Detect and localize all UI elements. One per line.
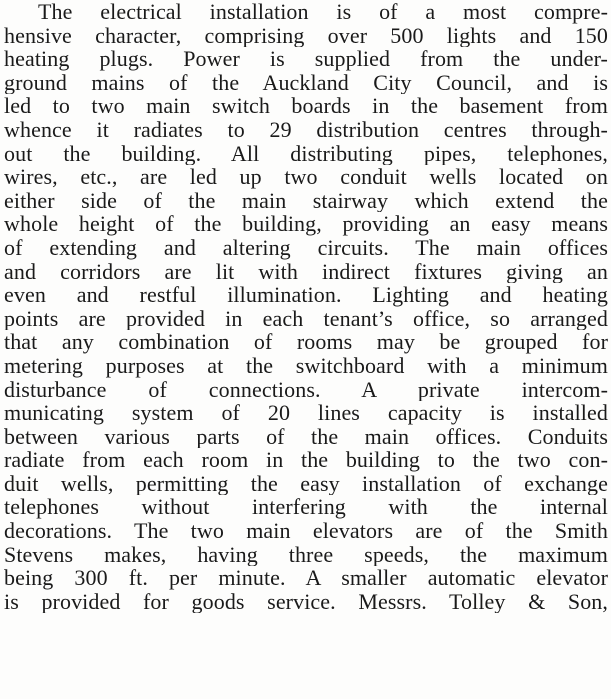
text-line: is provided for goods service. Messrs. Tolley & Son,	[4, 589, 608, 614]
text-line: heating plugs. Power is supplied from the under-	[4, 47, 608, 71]
text-line: wires, etc., are led up two conduit wells located on	[4, 165, 608, 189]
text-line: being 300 ft. per minute. A smaller automatic elevator	[4, 566, 608, 590]
text-line: points are provided in each tenant’s office, so arranged	[4, 306, 608, 331]
text-line: disturbance of connections. A private intercom-	[4, 377, 608, 402]
text-line: out the building. All distributing pipes, telephones,	[4, 141, 608, 166]
text-line: even and restful illumination. Lighting and heating	[4, 283, 608, 307]
article-paragraph	[4, 0, 608, 613]
text-line: Stevens makes, having three speeds, the maximum	[4, 542, 608, 567]
text-line: municating system of 20 lines capacity is installed	[4, 401, 608, 425]
text-line: The electrical installation is of a most compre-	[38, 0, 608, 24]
text-line: whence it radiates to 29 distribution centres through-	[4, 117, 608, 142]
text-line: decorations. The two main elevators are of the Smith	[4, 519, 608, 543]
text-line: radiate from each room in the building to the two con-	[4, 448, 608, 472]
text-line: that any combination of rooms may be grouped for	[4, 330, 608, 354]
text-line: telephones without interfering with the internal	[4, 495, 608, 520]
text-line: hensive character, comprising over 500 lights and 150	[4, 23, 608, 48]
text-line: either side of the main stairway which extend the	[4, 188, 608, 213]
text-line: ground mains of the Auckland City Council, and is	[4, 70, 608, 95]
text-line: led to two main switch boards in the basement from	[4, 94, 608, 118]
text-line: and corridors are lit with indirect fixtures giving an	[4, 259, 608, 284]
text-line: of extending and altering circuits. The main offices	[4, 235, 608, 260]
text-line: metering purposes at the switchboard with a minimum	[4, 353, 608, 378]
text-line: duit wells, permitting the easy installation of exchange	[4, 471, 608, 496]
text-line: between various parts of the main offices. Conduits	[4, 424, 608, 449]
text-line: whole height of the building, providing an easy means	[4, 212, 608, 236]
